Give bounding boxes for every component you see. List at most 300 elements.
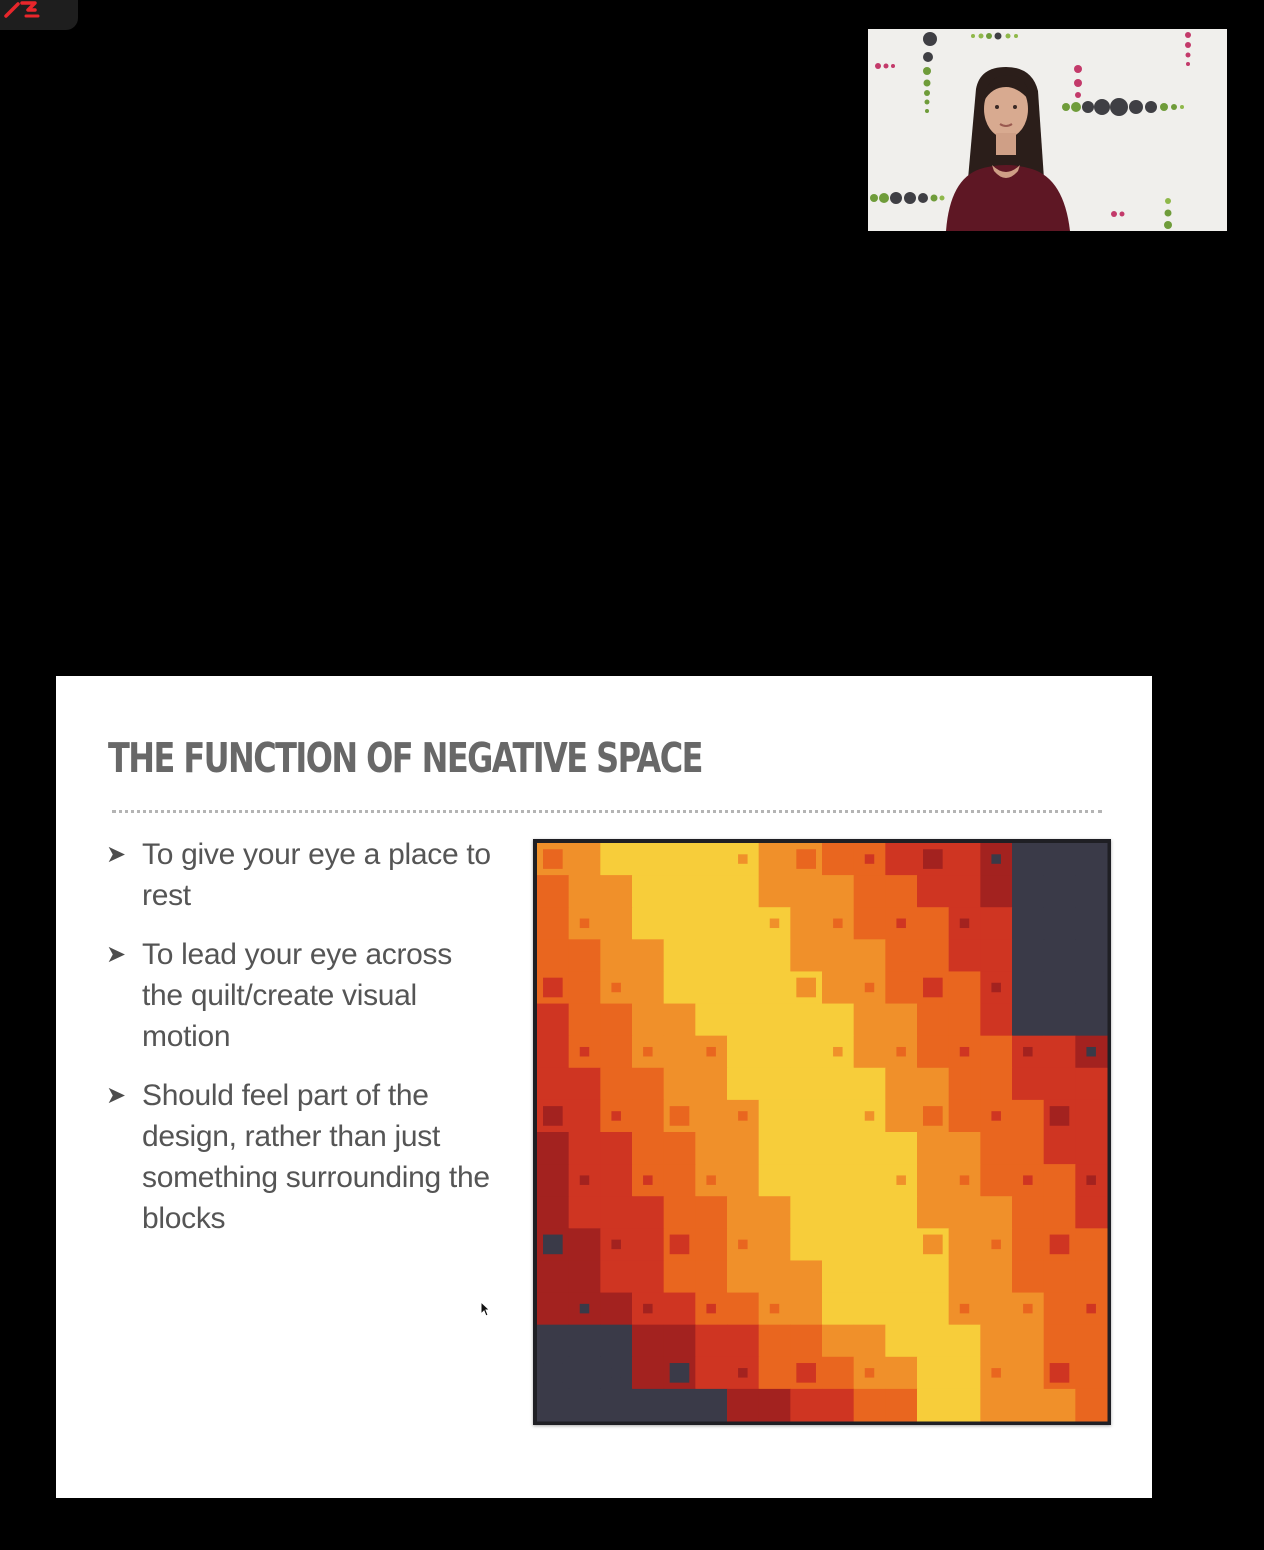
- quilt-patch: [980, 1293, 1012, 1326]
- quilt-accent-square: [611, 1240, 621, 1250]
- quilt-patch: [727, 875, 759, 908]
- quilt-patch: [569, 1260, 601, 1293]
- quilt-patch: [949, 1196, 981, 1229]
- quilt-patch: [632, 1068, 664, 1101]
- bullet-item: [106, 1075, 496, 1239]
- quilt-accent-square: [923, 978, 943, 998]
- quilt-accent-square: [1023, 1047, 1033, 1057]
- quilt-patch: [917, 1068, 949, 1101]
- quilt-patch: [600, 1389, 632, 1422]
- quilt-patch: [822, 1004, 854, 1037]
- quilt-patch: [1044, 1068, 1076, 1101]
- quilt-patch: [822, 875, 854, 908]
- quilt-patch: [537, 1004, 569, 1037]
- quilt-accent-square: [1050, 849, 1070, 869]
- quilt-patch: [600, 1132, 632, 1165]
- quilt-patch: [727, 939, 759, 972]
- quilt-patch: [759, 1325, 791, 1358]
- quilt-accent-square: [865, 1111, 875, 1121]
- quilt-patch: [917, 1004, 949, 1037]
- quilt-accent-square: [923, 1106, 943, 1126]
- quilt-patch: [569, 1100, 601, 1133]
- quilt-patch: [759, 1228, 791, 1261]
- arrow-bullet-icon: ➤: [106, 1082, 126, 1109]
- quilt-patch: [917, 1132, 949, 1165]
- quilt-patch: [885, 1196, 917, 1229]
- quilt-accent-square: [738, 1111, 748, 1121]
- bullet-text: To lead your eye across the quilt/create visual motion: [142, 938, 452, 1053]
- quilt-patch: [537, 907, 569, 940]
- quilt-patch: [632, 971, 664, 1004]
- quilt-patch: [664, 1164, 696, 1197]
- quilt-patch: [695, 1004, 727, 1037]
- quilt-patch: [569, 1228, 601, 1261]
- quilt-patch: [600, 1036, 632, 1069]
- quilt-patch: [1075, 1357, 1107, 1390]
- quilt-accent-square: [770, 1304, 780, 1314]
- quilt-patch: [569, 1389, 601, 1422]
- quilt-patch: [1012, 1196, 1044, 1229]
- quilt-patch: [664, 1293, 696, 1326]
- quilt-patch: [949, 1100, 981, 1133]
- quilt-patch: [980, 939, 1012, 972]
- quilt-accent-square: [643, 1175, 653, 1185]
- quilt-accent-square: [706, 1304, 716, 1314]
- quilt-patch: [569, 971, 601, 1004]
- arrow-bullet-icon: ➤: [106, 841, 126, 868]
- quilt-patch: [1012, 1068, 1044, 1101]
- quilt-patch: [632, 843, 664, 876]
- quilt-patch: [727, 1260, 759, 1293]
- quilt-patch: [949, 1132, 981, 1165]
- quilt-patch: [854, 907, 886, 940]
- quilt-patch: [759, 875, 791, 908]
- quilt-accent-square: [611, 1111, 621, 1121]
- quilt-patch: [600, 1004, 632, 1037]
- quilt-patch: [664, 1389, 696, 1422]
- quilt-accent-square: [796, 849, 816, 869]
- quilt-accent-square: [1086, 1304, 1096, 1314]
- quilt-patch: [1012, 939, 1044, 972]
- quilt-patch: [759, 1357, 791, 1390]
- quilt-patch: [537, 1068, 569, 1101]
- quilt-patch: [980, 875, 1012, 908]
- quilt-patch: [759, 843, 791, 876]
- quilt-patch: [980, 1068, 1012, 1101]
- quilt-patch: [917, 907, 949, 940]
- quilt-patch: [980, 1164, 1012, 1197]
- quilt-patch: [917, 1196, 949, 1229]
- quilt-patch: [790, 1196, 822, 1229]
- quilt-accent-square: [991, 854, 1001, 864]
- quilt-patch: [1012, 1228, 1044, 1261]
- quilt-accent-square: [543, 849, 563, 869]
- quilt-patch: [854, 1228, 886, 1261]
- quilt-patch: [569, 1196, 601, 1229]
- quilt-patch: [537, 1164, 569, 1197]
- quilt-image-frame: [533, 839, 1111, 1425]
- quilt-patch: [632, 1100, 664, 1133]
- quilt-patch: [1044, 1293, 1076, 1326]
- quilt-accent-square: [670, 1363, 690, 1383]
- quilt-patch: [1075, 1004, 1107, 1037]
- quilt-patch: [1075, 1100, 1107, 1133]
- quilt-accent-square: [1086, 1047, 1096, 1057]
- quilt-patch: [1044, 1036, 1076, 1069]
- quilt-patch: [600, 1196, 632, 1229]
- quilt-patch: [632, 1357, 664, 1390]
- quilt-patch: [980, 1260, 1012, 1293]
- quilt-patch: [854, 1260, 886, 1293]
- quilt-patch: [885, 1260, 917, 1293]
- quilt-patch: [759, 1036, 791, 1069]
- quilt-patch: [695, 875, 727, 908]
- quilt-patch: [790, 907, 822, 940]
- quilt-accent-square: [670, 1235, 690, 1255]
- quilt-patch: [695, 1260, 727, 1293]
- quilt-patch: [537, 1389, 569, 1422]
- quilt-patch: [980, 907, 1012, 940]
- quilt-patch: [759, 1068, 791, 1101]
- quilt-patch: [1075, 1325, 1107, 1358]
- quilt-accent-square: [670, 1106, 690, 1126]
- quilt-patch: [600, 907, 632, 940]
- quilt-patch: [727, 907, 759, 940]
- quilt-patch: [885, 1293, 917, 1326]
- quilt-patch: [917, 1357, 949, 1390]
- quilt-patch: [854, 1389, 886, 1422]
- quilt-accent-square: [643, 1304, 653, 1314]
- quilt-patch: [822, 939, 854, 972]
- quilt-patch: [695, 843, 727, 876]
- quilt-accent-square: [1086, 1175, 1096, 1185]
- quilt-patch: [822, 971, 854, 1004]
- quilt-accent-square: [543, 1235, 563, 1255]
- quilt-patch: [632, 939, 664, 972]
- quilt-patch: [790, 1036, 822, 1069]
- quilt-patch: [854, 1004, 886, 1037]
- quilt-patch: [695, 939, 727, 972]
- quilt-patch: [695, 1132, 727, 1165]
- quilt-patch: [569, 1325, 601, 1358]
- quilt-patch: [854, 1132, 886, 1165]
- slide-title: THE FUNCTION OF NEGATIVE SPACE: [108, 734, 702, 782]
- quilt-patch: [949, 971, 981, 1004]
- quilt-patch: [854, 1068, 886, 1101]
- quilt-patch: [854, 1196, 886, 1229]
- quilt-patch: [1012, 843, 1044, 876]
- quilt-accent-square: [580, 1047, 590, 1057]
- quilt-patch: [727, 1004, 759, 1037]
- quilt-patch: [790, 1100, 822, 1133]
- quilt-accent-square: [580, 1175, 590, 1185]
- quilt-patch: [917, 1325, 949, 1358]
- quilt-patch: [980, 1132, 1012, 1165]
- quilt-patch: [569, 1068, 601, 1101]
- quilt-patch: [980, 1389, 1012, 1422]
- quilt-accent-square: [991, 1111, 1001, 1121]
- quilt-patch: [1075, 1068, 1107, 1101]
- participant-video: [868, 29, 1227, 231]
- quilt-patch: [664, 1260, 696, 1293]
- quilt-patch: [917, 1389, 949, 1422]
- quilt-patch: [632, 1325, 664, 1358]
- quilt-patch: [1075, 843, 1107, 876]
- quilt-patch: [727, 1196, 759, 1229]
- quilt-patch: [1075, 1260, 1107, 1293]
- quilt-patch: [537, 1293, 569, 1326]
- quilt-patch: [822, 1293, 854, 1326]
- quilt-patch: [664, 939, 696, 972]
- quilt-accent-square: [738, 1368, 748, 1378]
- quilt-patch: [727, 1036, 759, 1069]
- quilt-patch: [854, 1325, 886, 1358]
- bullet-text: To give your eye a place to rest: [142, 838, 491, 912]
- quilt-patch: [1012, 1260, 1044, 1293]
- quilt-accent-square: [991, 1240, 1001, 1250]
- quilt-accent-square: [1023, 1304, 1033, 1314]
- quilt-patch: [664, 907, 696, 940]
- quilt-accent-square: [611, 983, 621, 993]
- quilt-patch: [664, 1036, 696, 1069]
- quilt-patch: [632, 1389, 664, 1422]
- bullet-item: [106, 834, 496, 916]
- quilt-accent-square: [960, 919, 970, 929]
- quilt-patch: [980, 1004, 1012, 1037]
- quilt-patch: [790, 1260, 822, 1293]
- quilt-patch: [537, 1132, 569, 1165]
- quilt-accent-square: [833, 919, 843, 929]
- quilt-patch: [980, 1196, 1012, 1229]
- quilt-patch: [1044, 875, 1076, 908]
- quilt-patch: [1075, 1196, 1107, 1229]
- quilt-accent-square: [706, 1175, 716, 1185]
- quilt-accent-square: [865, 983, 875, 993]
- quilt-accent-square: [611, 1368, 621, 1378]
- quilt-patch: [949, 843, 981, 876]
- quilt-accent-square: [923, 849, 943, 869]
- quilt-accent-square: [1050, 1106, 1070, 1126]
- annotate-icon: [2, 0, 42, 20]
- quilt-patch: [854, 1293, 886, 1326]
- quilt-accent-square: [991, 983, 1001, 993]
- bullet-list: [106, 834, 496, 1257]
- quilt-patch: [632, 1004, 664, 1037]
- quilt-patch: [569, 875, 601, 908]
- quilt-patch: [695, 1196, 727, 1229]
- quilt-patch: [822, 1196, 854, 1229]
- quilt-patch: [790, 1228, 822, 1261]
- quilt-patch: [917, 1260, 949, 1293]
- quilt-accent-square: [896, 1175, 906, 1185]
- quilt-patch: [854, 875, 886, 908]
- quilt-patch: [885, 1325, 917, 1358]
- quilt-patch: [727, 1068, 759, 1101]
- quilt-accent-square: [896, 919, 906, 929]
- quilt-patch: [695, 1389, 727, 1422]
- quilt-accent-square: [1086, 919, 1096, 929]
- quilt-patch: [569, 1132, 601, 1165]
- quilt-patch: [537, 1036, 569, 1069]
- quilt-accent-square: [896, 1047, 906, 1057]
- quilt-patch: [1012, 1389, 1044, 1422]
- quilt-patch: [822, 1228, 854, 1261]
- quilt-patch: [885, 1357, 917, 1390]
- quilt-patch: [727, 1325, 759, 1358]
- annotation-toggle-button[interactable]: [0, 0, 78, 30]
- quilt-patch: [569, 939, 601, 972]
- quilt-patch: [1012, 1100, 1044, 1133]
- quilt-patch: [1044, 1196, 1076, 1229]
- quilt-patch: [664, 843, 696, 876]
- quilt-patch: [600, 1164, 632, 1197]
- quilt-patch: [727, 1164, 759, 1197]
- quilt-patch: [1075, 1389, 1107, 1422]
- quilt-patch: [822, 1357, 854, 1390]
- quilt-accent-square: [960, 1175, 970, 1185]
- quilt-patch: [885, 939, 917, 972]
- quilt-patch: [759, 939, 791, 972]
- quilt-patch: [569, 1004, 601, 1037]
- quilt-patch: [695, 1068, 727, 1101]
- quilt-patch: [759, 1100, 791, 1133]
- quilt-patch: [537, 1325, 569, 1358]
- quilt-patch: [695, 1228, 727, 1261]
- participant-video-tile[interactable]: [868, 29, 1227, 231]
- quilt-patch: [759, 1132, 791, 1165]
- quilt-patch: [917, 1036, 949, 1069]
- quilt-accent-square: [1023, 1175, 1033, 1185]
- quilt-patch: [1075, 971, 1107, 1004]
- quilt-accent-square: [796, 978, 816, 998]
- quilt-patch: [537, 875, 569, 908]
- quilt-patch: [1075, 875, 1107, 908]
- quilt-patch: [664, 875, 696, 908]
- quilt-patch: [885, 1389, 917, 1422]
- quilt-patch: [1012, 971, 1044, 1004]
- quilt-patch: [980, 1325, 1012, 1358]
- quilt-accent-square: [643, 1047, 653, 1057]
- quilt-patch: [600, 1068, 632, 1101]
- quilt-accent-square: [991, 1368, 1001, 1378]
- quilt-patch: [1012, 1132, 1044, 1165]
- quilt-patch: [664, 1068, 696, 1101]
- quilt-patch: [1044, 1325, 1076, 1358]
- quilt-patch: [917, 1164, 949, 1197]
- quilt-patch: [695, 1357, 727, 1390]
- arrow-bullet-icon: ➤: [106, 941, 126, 968]
- quilt-patch: [695, 1100, 727, 1133]
- quilt-patch: [949, 939, 981, 972]
- quilt-patch: [632, 907, 664, 940]
- quilt-patch: [632, 1196, 664, 1229]
- quilt-accent-square: [865, 854, 875, 864]
- quilt-patch: [569, 1357, 601, 1390]
- quilt-patch: [632, 1228, 664, 1261]
- quilt-patch: [600, 939, 632, 972]
- quilt-patch: [949, 1389, 981, 1422]
- mouse-cursor-icon: [480, 1301, 490, 1317]
- quilt-patch: [822, 1325, 854, 1358]
- quilt-patch: [822, 1100, 854, 1133]
- quilt-patch: [790, 1132, 822, 1165]
- quilt-patch: [949, 1325, 981, 1358]
- quilt-patch: [790, 875, 822, 908]
- quilt-patch: [854, 1164, 886, 1197]
- quilt-patch: [949, 1357, 981, 1390]
- quilt-patch: [1044, 1164, 1076, 1197]
- quilt-patch: [949, 1228, 981, 1261]
- quilt-accent-square: [580, 919, 590, 929]
- quilt-accent-square: [580, 1304, 590, 1314]
- quilt-accent-square: [543, 1363, 563, 1383]
- quilt-accent-square: [738, 854, 748, 864]
- quilt-patch: [1044, 939, 1076, 972]
- quilt-patch: [537, 1260, 569, 1293]
- quilt-patch: [600, 1293, 632, 1326]
- quilt-patch: [917, 875, 949, 908]
- quilt-patch: [790, 1325, 822, 1358]
- quilt-patch: [790, 1068, 822, 1101]
- quilt-accent-square: [1050, 1363, 1070, 1383]
- quilt-patch: [885, 971, 917, 1004]
- quilt-accent-square: [833, 1047, 843, 1057]
- quilt-patch: [600, 875, 632, 908]
- quilt-patch: [822, 1164, 854, 1197]
- quilt-patch: [980, 1036, 1012, 1069]
- quilt-patch: [885, 1228, 917, 1261]
- quilt-accent-square: [738, 1240, 748, 1250]
- quilt-patch: [759, 1164, 791, 1197]
- quilt-accent-square: [706, 1047, 716, 1057]
- quilt-patch: [949, 1260, 981, 1293]
- quilt-patch: [632, 875, 664, 908]
- quilt-accent-square: [543, 978, 563, 998]
- quilt-patch: [759, 1389, 791, 1422]
- quilt-patch: [664, 1004, 696, 1037]
- bullet-item: [106, 934, 496, 1057]
- quilt-patch: [822, 1132, 854, 1165]
- quilt-patch: [695, 907, 727, 940]
- quilt-patch: [1044, 1389, 1076, 1422]
- quilt-patch: [822, 1389, 854, 1422]
- quilt-patch: [1012, 875, 1044, 908]
- quilt-patch: [822, 1260, 854, 1293]
- quilt-patch: [790, 1004, 822, 1037]
- quilt-patch: [1044, 1260, 1076, 1293]
- quilt-patch: [790, 939, 822, 972]
- quilt-patch: [537, 939, 569, 972]
- quilt-patch: [600, 843, 632, 876]
- quilt-patch: [822, 1068, 854, 1101]
- quilt-patch: [949, 875, 981, 908]
- quilt-accent-square: [770, 919, 780, 929]
- quilt-patch: [1044, 1004, 1076, 1037]
- quilt-accent-square: [1050, 1235, 1070, 1255]
- quilt-patch: [885, 1132, 917, 1165]
- quilt-accent-square: [1023, 919, 1033, 929]
- quilt-patch: [664, 971, 696, 1004]
- quilt-patch: [1075, 1132, 1107, 1165]
- quilt-accent-square: [796, 1363, 816, 1383]
- quilt-patch: [949, 1068, 981, 1101]
- quilt-patch: [1075, 1228, 1107, 1261]
- quilt-patch: [790, 1389, 822, 1422]
- shared-slide: [56, 676, 1152, 1498]
- quilt-patch: [727, 1293, 759, 1326]
- quilt-patch: [885, 843, 917, 876]
- quilt-patch: [664, 1132, 696, 1165]
